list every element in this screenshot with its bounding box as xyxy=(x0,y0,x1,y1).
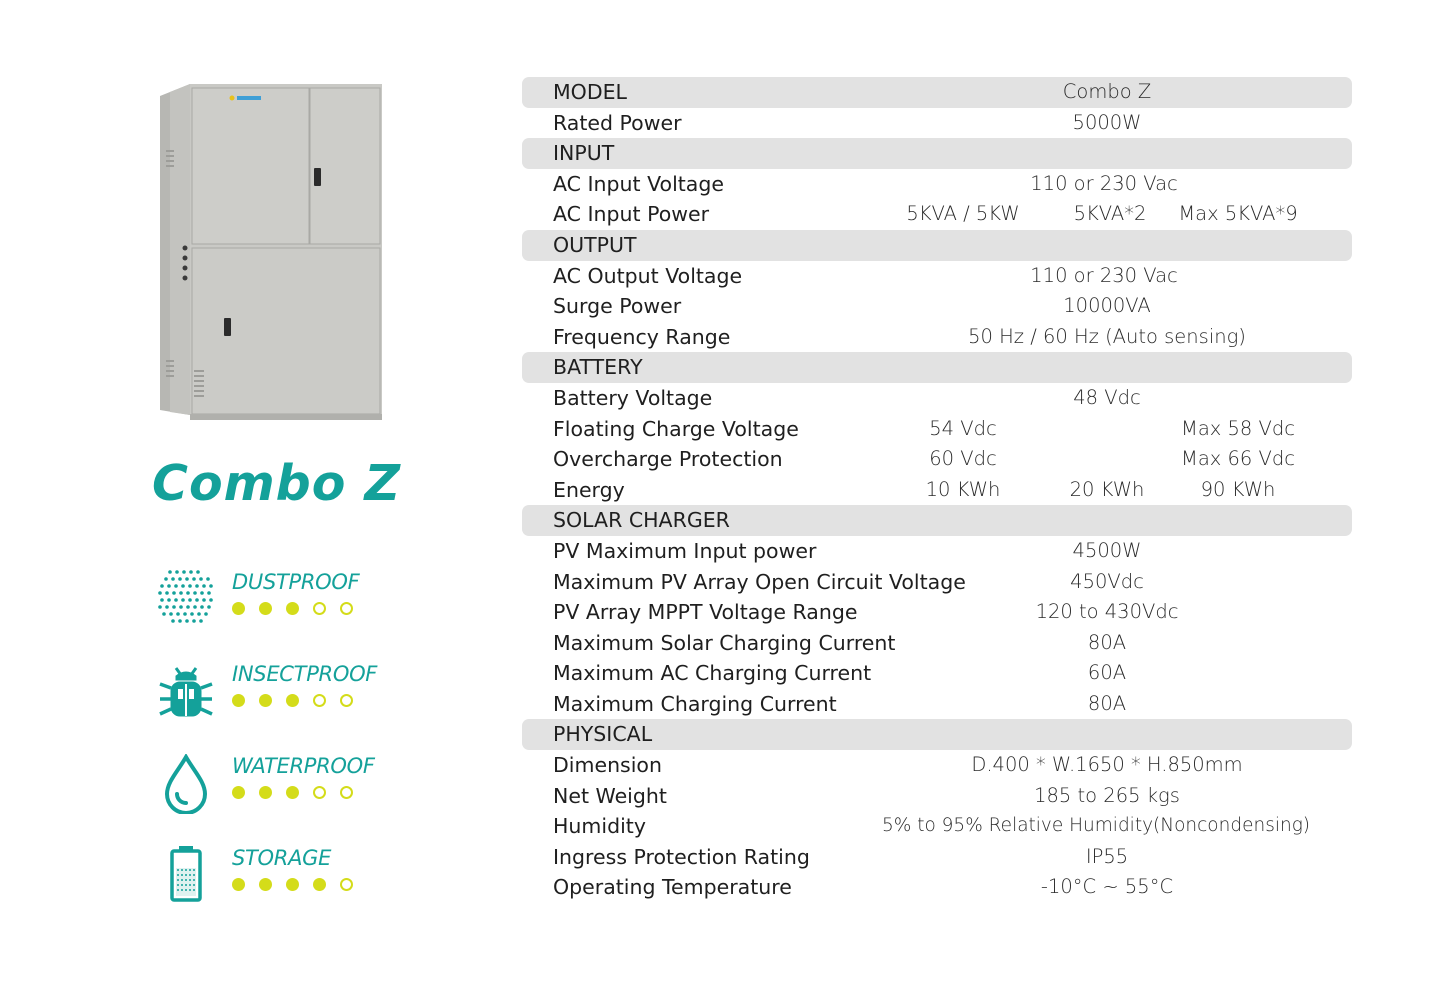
spec-row-operating-temperature xyxy=(522,872,1352,903)
spec-value: 110 or 230 Vac xyxy=(1030,171,1178,195)
spec-value: 10 KWh xyxy=(925,477,1001,501)
spec-row-max-charging-current xyxy=(522,689,1352,720)
spec-row-max-pv-open-circuit xyxy=(522,567,1352,598)
dustproof-icon xyxy=(156,570,216,630)
feature-waterproof xyxy=(156,754,416,824)
section-title: SOLAR CHARGER xyxy=(553,508,730,533)
spec-label: Maximum Charging Current xyxy=(553,691,837,716)
spec-row-ac-input-voltage xyxy=(522,169,1352,200)
spec-value: 90 KWh xyxy=(1200,477,1276,501)
rating-dots xyxy=(232,602,353,615)
spec-label: Net Weight xyxy=(553,783,667,808)
spec-row-ingress-protection xyxy=(522,842,1352,873)
spec-label: Maximum AC Charging Current xyxy=(553,661,872,686)
spec-label: Ingress Protection Rating xyxy=(553,844,810,869)
section-title: INPUT xyxy=(553,141,615,166)
section-header-physical xyxy=(522,719,1352,750)
spec-label: AC Input Voltage xyxy=(553,171,724,196)
spec-label: AC Input Power xyxy=(553,202,710,227)
spec-label: Frequency Range xyxy=(553,324,731,349)
section-title: PHYSICAL xyxy=(553,722,653,747)
rating-dot-empty xyxy=(340,878,353,891)
rating-dot-filled xyxy=(232,694,245,707)
feature-storage xyxy=(156,846,416,916)
spec-value: Combo Z xyxy=(1062,80,1152,103)
section-header-solar-charger xyxy=(522,505,1352,536)
spec-value: 5% to 95% Relative Humidity(Noncondensing) xyxy=(881,815,1311,837)
rating-dot-filled xyxy=(259,694,272,707)
spec-label: Dimension xyxy=(553,753,662,778)
spec-value: D.400 * W.1650 * H.850mm xyxy=(971,753,1243,777)
spec-row-energy xyxy=(522,475,1352,506)
spec-value: Max 66 Vdc xyxy=(1181,447,1295,471)
section-header-input xyxy=(522,138,1352,169)
rating-dot-empty xyxy=(340,786,353,799)
spec-row-frequency-range xyxy=(522,322,1352,353)
spec-row-model xyxy=(522,77,1352,108)
spec-value: 54 Vdc xyxy=(929,416,997,440)
spec-value: 120 to 430Vdc xyxy=(1035,600,1179,624)
spec-value: 5KVA / 5KW xyxy=(906,202,1020,226)
spec-value: 48 Vdc xyxy=(1073,385,1141,409)
spec-value: Max 58 Vdc xyxy=(1181,416,1295,440)
rating-dot-empty xyxy=(340,602,353,615)
spec-value: 60A xyxy=(1087,661,1127,685)
rating-dot-filled xyxy=(259,786,272,799)
battery-icon xyxy=(156,846,216,906)
spec-value: 20 KWh xyxy=(1069,477,1145,501)
spec-row-battery-voltage xyxy=(522,383,1352,414)
rating-dots xyxy=(232,878,353,891)
spec-row-overcharge-protection xyxy=(522,444,1352,475)
rating-dot-filled xyxy=(286,878,299,891)
spec-row-rated-power xyxy=(522,108,1352,139)
spec-value: 5000W xyxy=(1072,110,1142,134)
spec-label: AC Output Voltage xyxy=(553,263,743,288)
rating-dot-empty xyxy=(313,694,326,707)
spec-row-net-weight xyxy=(522,781,1352,812)
spec-label: Energy xyxy=(553,477,625,502)
spec-label: Battery Voltage xyxy=(553,385,713,410)
section-title: OUTPUT xyxy=(553,232,637,257)
rating-dot-filled xyxy=(259,878,272,891)
spec-value: -10°C ~ 55°C xyxy=(1040,875,1174,899)
spec-value: 5KVA*2 xyxy=(1073,202,1147,226)
rating-dot-filled xyxy=(313,878,326,891)
section-header-output xyxy=(522,230,1352,261)
spec-row-max-solar-charging-current xyxy=(522,628,1352,659)
spec-value: 110 or 230 Vac xyxy=(1030,263,1178,287)
spec-label: PV Array MPPT Voltage Range xyxy=(553,600,858,625)
rating-dot-filled xyxy=(232,602,245,615)
spec-label: Maximum Solar Charging Current xyxy=(553,630,896,655)
spec-value: 80A xyxy=(1087,691,1127,715)
section-header-battery xyxy=(522,352,1352,383)
spec-label: Humidity xyxy=(553,814,646,839)
spec-value: IP55 xyxy=(1085,844,1129,868)
spec-row-surge-power xyxy=(522,291,1352,322)
spec-row-max-ac-charging-current xyxy=(522,658,1352,689)
rating-dots xyxy=(232,694,353,707)
spec-value: 10000VA xyxy=(1063,294,1151,318)
rating-dot-filled xyxy=(286,694,299,707)
spec-value: Max 5KVA*9 xyxy=(1178,202,1298,226)
spec-value: 80A xyxy=(1087,630,1127,654)
rating-dot-empty xyxy=(313,602,326,615)
rating-dots xyxy=(232,786,353,799)
spec-value: 50 Hz / 60 Hz (Auto sensing) xyxy=(968,324,1246,348)
rating-dot-filled xyxy=(232,878,245,891)
feature-label: DUSTPROOF xyxy=(232,570,360,594)
feature-dustproof xyxy=(156,570,416,640)
spec-row-ac-input-power xyxy=(522,199,1352,230)
spec-label: Floating Charge Voltage xyxy=(553,416,799,441)
spec-label: Surge Power xyxy=(553,294,682,319)
spec-value: 60 Vdc xyxy=(929,447,997,471)
spec-label: MODEL xyxy=(553,80,627,104)
feature-label: WATERPROOF xyxy=(232,754,375,778)
spec-table xyxy=(522,77,1352,903)
feature-insectproof xyxy=(156,662,416,732)
spec-label: Operating Temperature xyxy=(553,875,792,900)
spec-row-ac-output-voltage xyxy=(522,261,1352,292)
product-title: Combo Z xyxy=(152,455,402,512)
spec-value: 450Vdc xyxy=(1070,569,1144,593)
spec-label: Maximum PV Array Open Circuit Voltage xyxy=(553,569,966,594)
spec-row-pv-max-input-power xyxy=(522,536,1352,567)
feature-label: INSECTPROOF xyxy=(232,662,378,686)
spec-row-pv-mppt-range xyxy=(522,597,1352,628)
spec-row-floating-charge-voltage xyxy=(522,414,1352,445)
rating-dot-filled xyxy=(259,602,272,615)
rating-dot-filled xyxy=(232,786,245,799)
spec-label: Overcharge Protection xyxy=(553,447,783,472)
rating-dot-empty xyxy=(313,786,326,799)
insect-icon xyxy=(156,662,216,722)
spec-value: 4500W xyxy=(1072,538,1142,562)
spec-label: Rated Power xyxy=(553,110,682,135)
spec-row-humidity xyxy=(522,811,1352,842)
rating-dot-filled xyxy=(286,602,299,615)
rating-dot-filled xyxy=(286,786,299,799)
feature-label: STORAGE xyxy=(232,846,332,870)
spec-value: 185 to 265 kgs xyxy=(1034,783,1180,807)
rating-dot-empty xyxy=(340,694,353,707)
product-cabinet-image xyxy=(158,80,384,425)
spec-label: PV Maximum Input power xyxy=(553,538,817,563)
water-drop-icon xyxy=(156,754,216,814)
spec-row-dimension xyxy=(522,750,1352,781)
section-title: BATTERY xyxy=(553,355,643,380)
